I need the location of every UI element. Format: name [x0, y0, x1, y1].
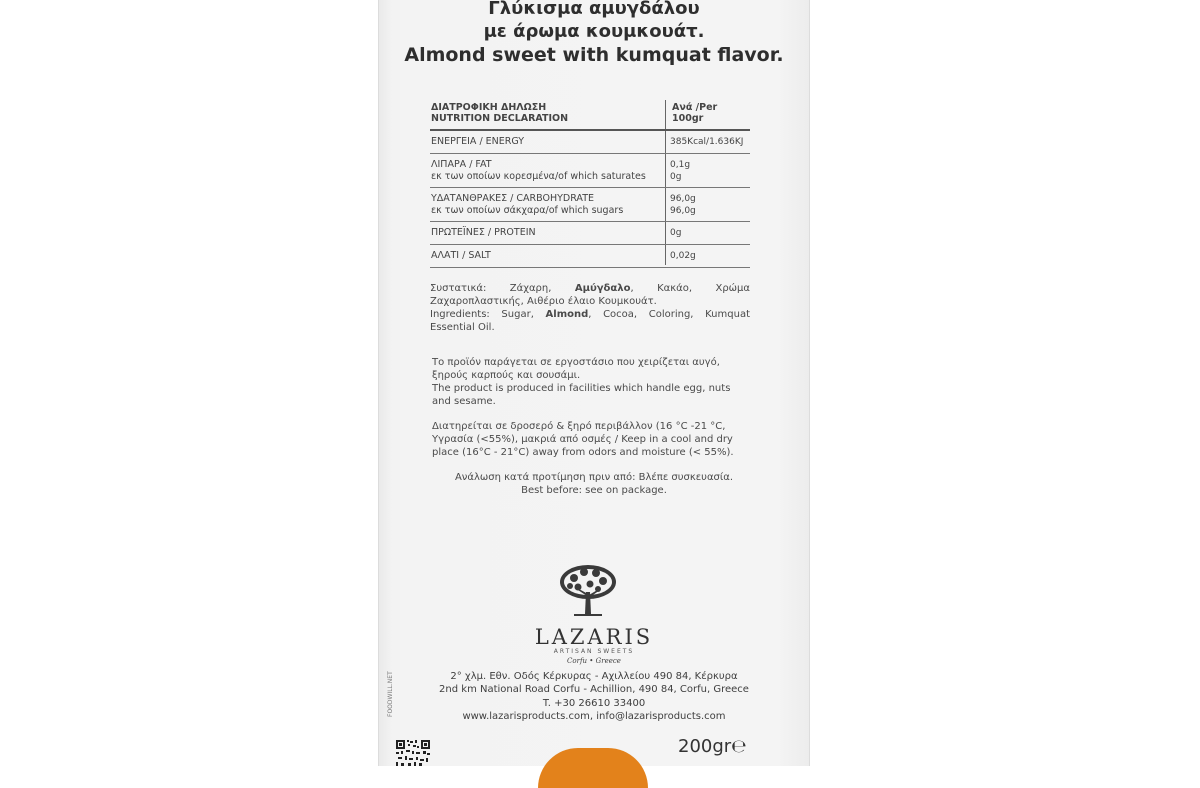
nutrition-label: ΕΝΕΡΓΕΙΑ / ENERGY: [431, 136, 525, 147]
best-before-notice: Ανάλωση κατά προτίμηση πριν από: Βλέπε συσκευασία. Best before: see on package.: [454, 472, 734, 496]
nutrition-table: [430, 100, 750, 268]
net-weight: 200gr℮: [678, 736, 747, 757]
nutrition-value: 96,0g 96,0g: [670, 194, 696, 216]
title-greek-line-2: με άρωμα κουμκουάτ.: [483, 21, 705, 42]
title-greek-line-1: Γλύκισμα αμυγδάλου: [488, 0, 700, 19]
nutrition-label: ΛΙΠΑΡΑ / FAT εκ των οποίων κορεσμένα/of which saturates: [431, 159, 646, 182]
nutrition-header-english: NUTRITION DECLARATION: [431, 113, 569, 124]
nutrition-header-greek: ΔΙΑΤΡΟΦΙΚΗ ΔΗΛΩΣΗ: [431, 102, 547, 113]
nutrition-value: 0,02g: [670, 251, 696, 261]
website-email: www.lazarisproducts.com, info@lazarisproducts.com: [462, 711, 726, 722]
nutrition-table-header: [430, 100, 750, 131]
nutrition-row-fat: [430, 154, 750, 188]
title-english: Almond sweet with kumquat flavor.: [404, 44, 784, 66]
storage-instructions: Διατηρείται σε δροσερό & ξηρό περιβάλλον (16 °C -21 °C, Υγρασία (<55%), μακριά από οσμές / Keep in a cool and dry place (16°C - 21°C) away from odors and moisture (< 55%).: [432, 421, 734, 458]
nutrition-per-label: Ανά /Per 100gr: [672, 102, 718, 124]
nutrition-row-carbohydrate: [430, 188, 750, 222]
ingredients-text: Συστατικά: Ζάχαρη, Αμύγδαλο, Κακάο, Χρώμα Ζαχαροπλαστικής, Αιθέριο έλαιο Κουμκουάτ. Ingredients: Sugar, Almond, Cocoa, Coloring, Kumquat Essential Oil.: [430, 283, 750, 333]
brand-location: Corfu • Greece: [567, 657, 621, 665]
nutrition-label: ΠΡΩΤΕΪΝΕΣ / PROTEIN: [431, 227, 536, 238]
address-english: 2nd km National Road Corfu - Achillion, 490 84, Corfu, Greece: [439, 684, 749, 695]
olive-tree-logo-icon: [556, 562, 620, 622]
orange-product-graphic: [538, 748, 648, 788]
address-greek: 2° χλμ. Εθν. Οδός Κέρκυρας - Αχιλλείου 490 84, Κέρκυρα: [450, 671, 738, 682]
nutrition-value: 385Kcal/1.636KJ: [670, 137, 744, 147]
nutrition-value: 0g: [670, 228, 682, 238]
nutrition-row-energy: [430, 131, 750, 154]
nutrition-row-protein: [430, 222, 750, 245]
qr-code-icon: [396, 740, 430, 766]
brand-name: LAZARIS: [534, 625, 654, 649]
nutrition-label: ΑΛΑΤΙ / SALT: [431, 250, 491, 261]
nutrition-label: ΥΔΑΤΑΝΘΡΑΚΕΣ / CARBOHYDRATE εκ των οποίων σάκχαρα/of which sugars: [431, 193, 624, 216]
brand-subtitle: ARTISAN SWEETS: [553, 648, 635, 655]
nutrition-row-salt: [430, 245, 750, 268]
allergen-notice: Το προϊόν παράγεται σε εργοστάσιο που χειρίζεται αυγό, ξηρούς καρπούς και σουσάμι. The product is produced in facilities which handle egg, nuts and sesame.: [432, 357, 731, 407]
phone-number: T. +30 26610 33400: [542, 698, 646, 709]
package-back-panel: [378, 0, 810, 766]
side-vertical-text: FOODWILL.NET: [387, 671, 394, 717]
nutrition-value: 0,1g 0g: [670, 160, 691, 182]
